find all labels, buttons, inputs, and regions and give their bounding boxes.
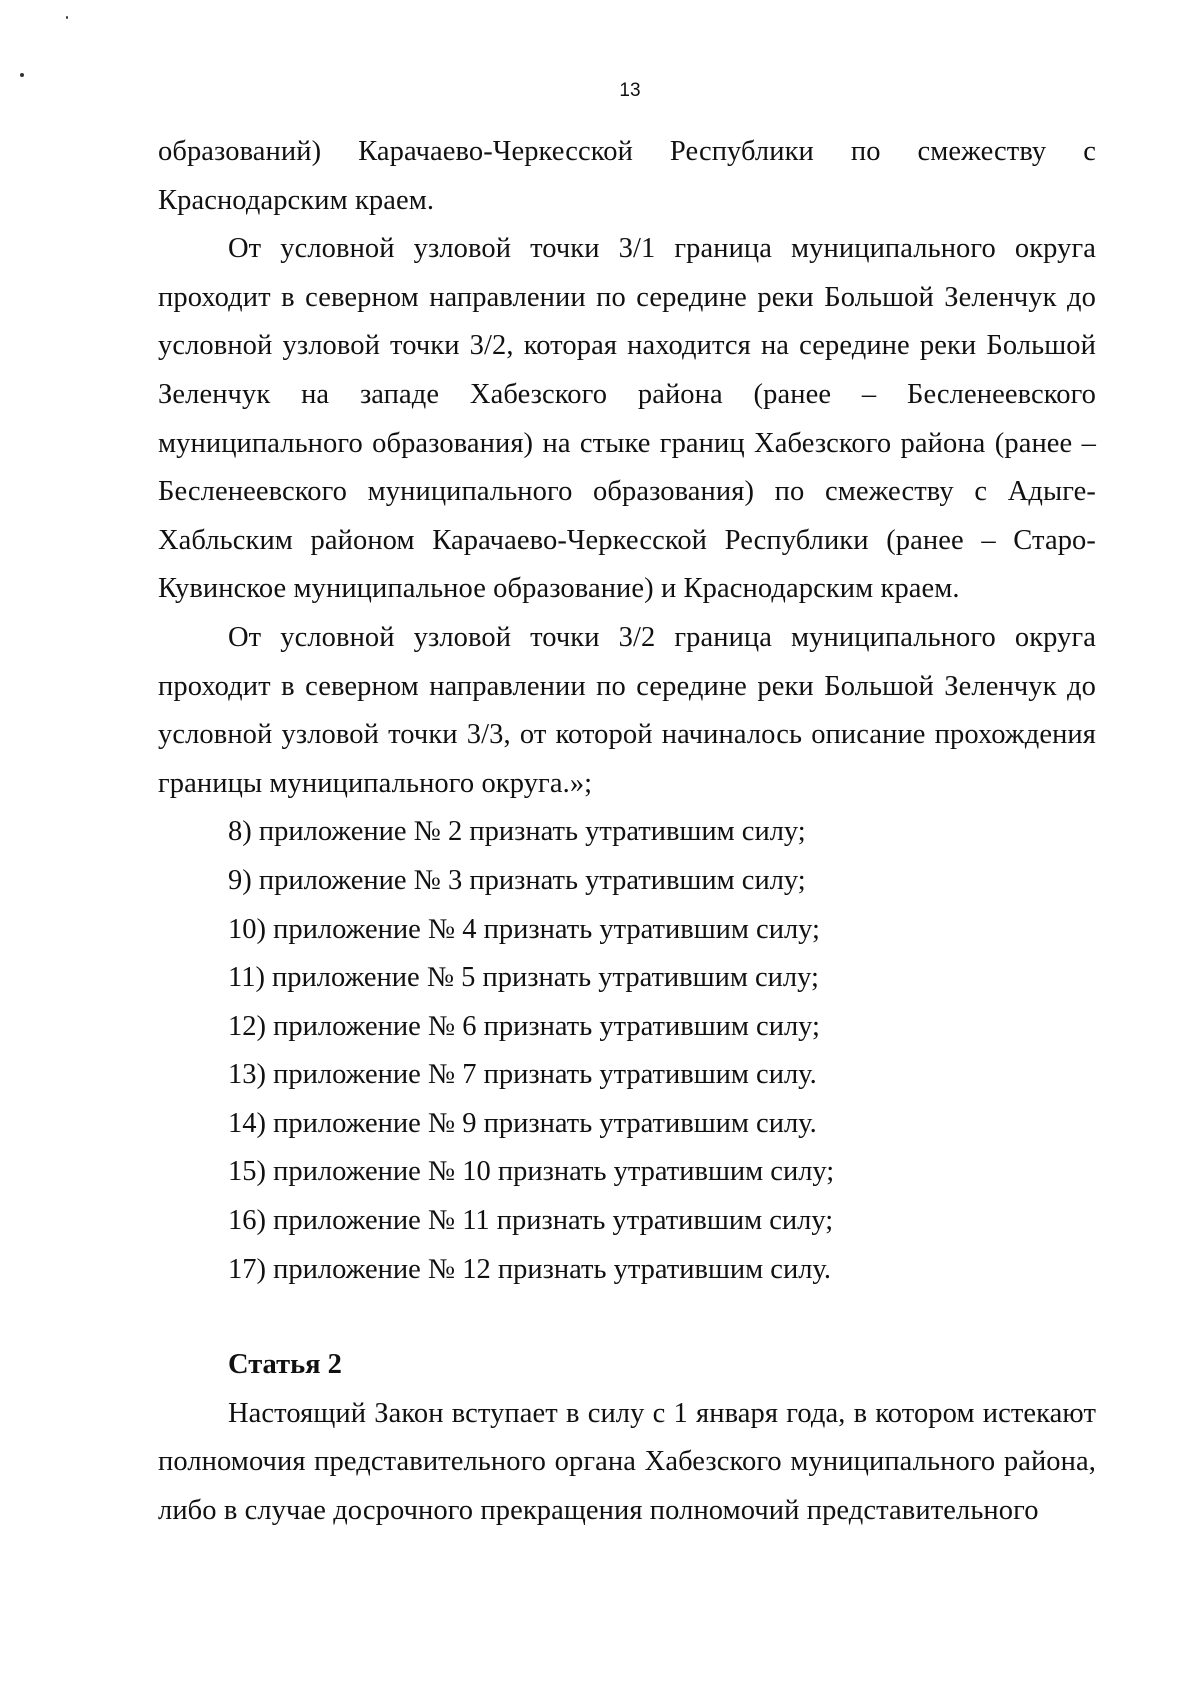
- list-item: 15) приложение № 10 признать утратившим силу;: [228, 1156, 835, 1188]
- list-item: 11) приложение № 5 признать утратившим силу;: [228, 962, 819, 994]
- scan-speck: [20, 73, 24, 77]
- list-item: 8) приложение № 2 признать утратившим силу;: [228, 816, 806, 848]
- paragraph-boundary-3-1: От условной узловой точки 3/1 граница муниципального округа проходит в северном направлении по середине реки Большой Зеленчук до условной узловой точки 3/2, которая находится на середине реки Большой Зеленчук на западе Хабезского района (ранее – Бесленеевского муниципального образования) на стыке границ Хабезского района (ранее – Бесленеевского муниципального образования) по смежеству с Адыге-Хабльским районом Карачаево-Черкесской Республики (ранее – Старо-Кувинское муниципальное образование) и Краснодарским краем.: [158, 233, 1096, 605]
- paragraph-continuation: образований) Карачаево-Черкесской Республики по смежеству с Краснодарским краем.: [158, 136, 1096, 216]
- list-item: 12) приложение № 6 признать утратившим силу;: [228, 1010, 820, 1042]
- list-item: 16) приложение № 11 признать утратившим силу;: [228, 1205, 834, 1237]
- list-item: 13) приложение № 7 признать утратившим силу.: [228, 1059, 817, 1091]
- list-item: 14) приложение № 9 признать утратившим силу.: [228, 1107, 817, 1139]
- document-body: [158, 128, 1096, 1536]
- list-item: 17) приложение № 12 признать утратившим силу.: [228, 1253, 831, 1285]
- amendments-list: [158, 808, 1096, 1294]
- list-item: 9) приложение № 3 признать утратившим силу;: [228, 864, 806, 896]
- paragraph-boundary-3-2: От условной узловой точки 3/2 граница муниципального округа проходит в северном направлении по середине реки Большой Зеленчук до условной узловой точки 3/3, от которой начиналось описание прохождения границы муниципального округа.»;: [158, 621, 1096, 799]
- page-number: 13: [619, 80, 641, 101]
- list-item: 10) приложение № 4 признать утратившим силу;: [228, 913, 820, 945]
- article-paragraph: Настоящий Закон вступает в силу с 1 января года, в котором истекают полномочия представительного органа Хабезского муниципального района, либо в случае досрочного прекращения полномочий представительного: [158, 1397, 1096, 1527]
- scan-speck: [66, 16, 68, 19]
- article-heading: Статья 2: [228, 1349, 342, 1381]
